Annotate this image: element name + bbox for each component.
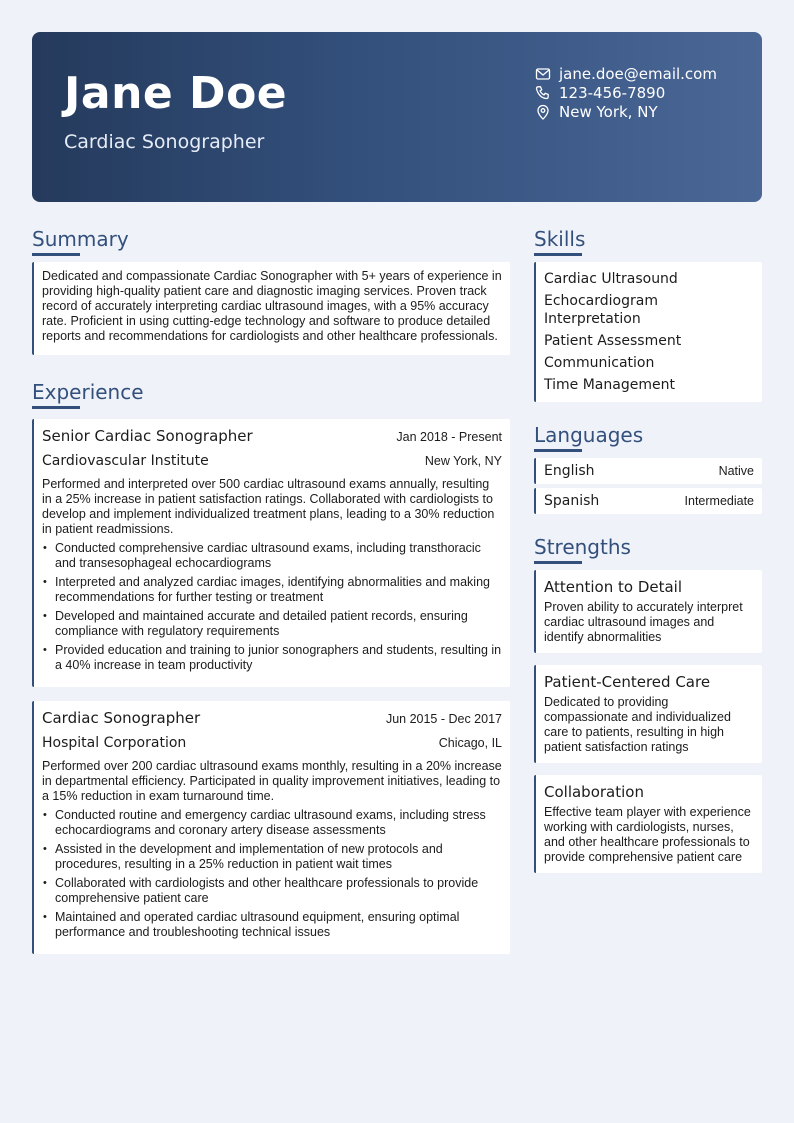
strength-item [534,570,762,653]
language-item [534,488,762,514]
skill-item: Echocardiogram Interpretation [544,293,658,327]
skills-list [534,262,762,402]
strength-title: Patient-Centered Care [544,673,711,691]
job-bullet: • Conducted comprehensive cardiac ultrasound exams, including transthoracic and transesophageal echocardiograms [42,541,502,571]
job-bullet: • Maintained and operated cardiac ultrasound equipment, ensuring optimal performance and troubleshooting technical issues [42,910,502,940]
experience-heading: Experience [32,379,510,409]
phone-icon [535,85,551,101]
candidate-role: Cardiac Sonographer [64,131,265,153]
job-entry [32,701,510,954]
skill-item: Patient Assessment [544,333,682,349]
contact-email[interactable] [535,64,717,83]
resume-header [32,32,762,202]
mail-icon [535,66,551,82]
right-column [534,226,762,873]
location-text: New York, NY [559,102,658,121]
job-company: Cardiovascular Institute [42,453,209,469]
strength-title: Attention to Detail [544,578,683,596]
job-bullet: • Developed and maintained accurate and detailed patient records, ensuring compliance with regulatory requirements [42,609,502,639]
strength-text: Dedicated to providing compassionate and individualized care to patients, resulting in high patient satisfaction ratings [544,695,731,754]
languages-heading: Languages [534,422,762,452]
job-bullet: • Provided education and training to junior sonographers and students, resulting in a 40% increase in team productivity [42,643,502,673]
job-bullets [42,541,502,673]
email-text: jane.doe@email.com [559,64,717,83]
language-item [534,458,762,484]
job-title: Cardiac Sonographer [42,709,201,727]
language-name: English [544,463,595,479]
job-bullet: • Assisted in the development and implementation of new protocols and procedures, resulting in a 25% reduction in patient wait times [42,842,502,872]
contact-phone[interactable] [535,83,717,102]
job-entry [32,419,510,687]
job-description: Performed over 200 cardiac ultrasound exams monthly, resulting in a 20% increase in departmental efficiency. Participated in quality improvement initiatives, leading to a 15% reduction in exam turnaround time. [42,759,502,803]
language-name: Spanish [544,493,600,509]
job-bullet: • Collaborated with cardiologists and other healthcare professionals to provide comprehensive patient care [42,876,502,906]
phone-text: 123-456-7890 [559,83,666,102]
contact-location [535,102,717,121]
job-location: Chicago, IL [438,736,502,750]
strength-text: Proven ability to accurately interpret cardiac ultrasound images and identify abnormalities [544,600,743,644]
language-level: Native [718,464,754,478]
job-company: Hospital Corporation [42,735,187,751]
job-dates: Jan 2018 - Present [396,430,502,444]
job-bullet: • Conducted routine and emergency cardiac ultrasound exams, including stress echocardiograms and coronary artery disease assessments [42,808,502,838]
job-description: Performed and interpreted over 500 cardiac ultrasound exams annually, resulting in a 25% increase in patient satisfaction ratings. Collaborated with cardiologists to develop and implement individualized treatment plans, leading to a 30% reduction in patient readmissions. [42,477,495,536]
job-dates: Jun 2015 - Dec 2017 [385,712,502,726]
left-column [32,226,510,954]
location-pin-icon [535,104,551,120]
strengths-heading: Strengths [534,534,762,564]
skill-item: Cardiac Ultrasound [544,271,678,287]
skill-item: Time Management [544,377,675,393]
skill-item: Communication [544,355,655,371]
strength-item [534,775,762,873]
candidate-name: Jane Doe [64,68,288,119]
job-bullets [42,808,502,940]
strength-text: Effective team player with experience working with cardiologists, nurses, and other healthcare professionals to provide comprehensive patient care [544,805,751,864]
strength-title: Collaboration [544,783,644,801]
job-title: Senior Cardiac Sonographer [42,427,253,445]
strength-item [534,665,762,763]
language-level: Intermediate [684,494,754,508]
summary-text: Dedicated and compassionate Cardiac Sonographer with 5+ years of experience in providing high-quality patient care and diagnostic imaging services. Proven track record of accurately interpreting cardiac ultrasound images, with a 95% accuracy rate. Proficient in using cutting-edge technology and software to produce detailed reports and recommendations for cardiologists and other healthcare professionals. [32,262,510,355]
contact-info [535,64,717,121]
job-location: New York, NY [424,454,502,468]
summary-heading: Summary [32,226,510,256]
job-bullet: • Interpreted and analyzed cardiac images, identifying abnormalities and making recommendations for further testing or treatment [42,575,502,605]
skills-heading: Skills [534,226,762,256]
